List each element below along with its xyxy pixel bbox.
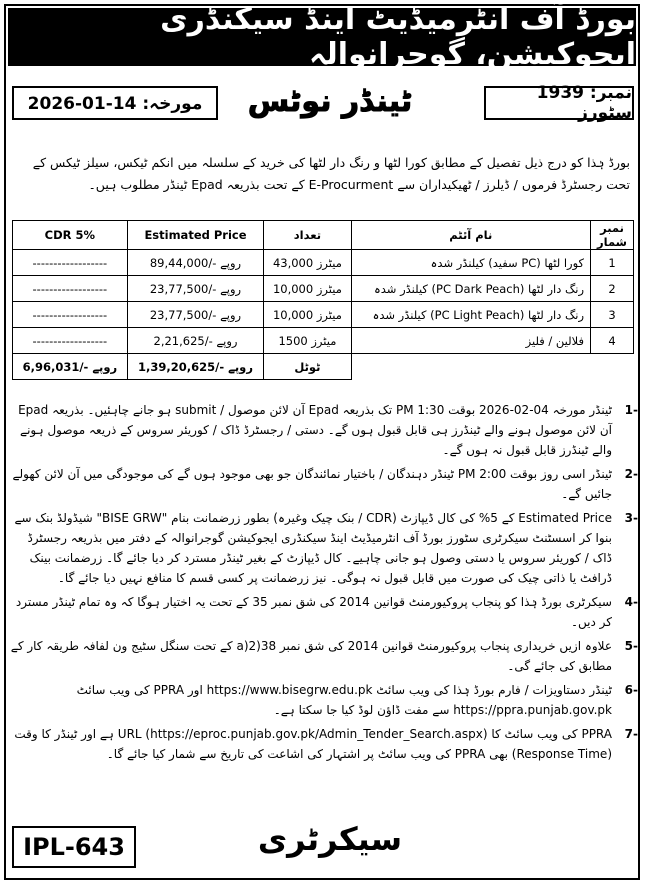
- row-price: 2,21,625/- روپے: [127, 328, 263, 354]
- term-number: -3: [624, 511, 638, 525]
- notice-date: مورخہ: 14-01-2026: [12, 86, 218, 120]
- table-row: [13, 250, 634, 276]
- empty-cell: [591, 354, 634, 380]
- row-item: فلالین / فلیز: [351, 328, 590, 354]
- row-price: 89,44,000/- روپے: [127, 250, 263, 276]
- header-no: نمبر شمار: [591, 221, 634, 250]
- secretary-signature: سیکرٹری: [257, 820, 403, 858]
- row-cdr: ------------------: [13, 250, 128, 276]
- term-number: -6: [624, 683, 638, 697]
- total-price: 1,39,20,625/- روپے: [127, 354, 263, 380]
- row-cdr: ------------------: [13, 328, 128, 354]
- row-qty: 10,000 میٹرز: [264, 302, 351, 328]
- total-cdr: 6,96,031/- روپے: [13, 354, 128, 380]
- term-number: -4: [624, 595, 638, 609]
- term-text: علاوہ ازیں خریداری پنجاب پروکیورمنٹ قوانین 2014 کی شق نمبر 38(2(a کے تحت سنگل سٹیج ون لفافہ طریقہ کار کے مطابق کی جائے گی۔: [10, 639, 612, 673]
- term-text: ٹینڈر مورخہ 04-02-2026 بوقت 1:30 PM تک بذریعہ Epad آن لائن موصول / submit ہو جانے چاہئیں۔ بذریعہ Epad آن لائن موصول ہونے والے ٹینڈرز ہی قابل قبول ہوں گے۔ دستی / رجسٹرڈ ڈاک / کوریئر سروس کے ذریعہ موصول ہونے والے ٹینڈرز قابل قبول نہ ہوں گے۔: [18, 403, 612, 457]
- row-item: رنگ دار لٹھا (PC Dark Peach) کیلنڈر شدہ: [351, 276, 590, 302]
- term-text: Estimated Price کے 5% کی کال ڈیپازٹ (CDR / بنک چیک وغیرہ) بطور زرضمانت بنام "BISE GRW" شیڈولڈ بنک سے بنوا کر اسسٹنٹ سیکرٹری سٹورز بورڈ آف انٹرمیڈیٹ اینڈ سیکنڈری ایجوکیشن گوجرانوالہ کے دفتر میں بذریعہ رجسٹرڈ ڈاک / کوریئر سروس یا دستی وصول ہو جانی چاہیے۔ کال ڈیپازٹ کے بغیر ٹینڈر مسترد کر دیا جائے گا۔ زرضمانت بینک ڈرافٹ یا ذاتی چیک کی صورت میں قابل قبول نہ ہوگی۔ نیز زرضمانت پر کسی قسم کا منافع نہیں دیا جائے گا۔: [14, 511, 612, 585]
- term-number: -1: [624, 403, 638, 417]
- terms-list: [10, 400, 638, 768]
- term-text: ٹینڈر اسی روز بوقت 2:00 PM ٹینڈر دہندگان / باختیار نمائندگان جو بھی موجود ہوں گے کی موجودگی میں آن لائن کھولے جائیں گے۔: [12, 467, 612, 501]
- term-item: [10, 724, 638, 764]
- row-qty: 10,000 میٹرز: [264, 276, 351, 302]
- header-price: Estimated Price: [127, 221, 263, 250]
- row-cdr: ------------------: [13, 276, 128, 302]
- term-item: [10, 592, 638, 632]
- row-no: 2: [591, 276, 634, 302]
- row-item: کورا لٹھا (PC سفید) کیلنڈر شدہ: [351, 250, 590, 276]
- term-text: PPRA کی ویب سائٹ کا URL (https://eproc.punjab.gov.pk/Admin_Tender_Search.aspx) ہے اور ٹینڈر کا وقت (Response Time) بھی PPRA کی ویب سائٹ پر اشتہار کی اشاعت کی تاریخ سے شمار کیا جائے گا۔: [14, 727, 612, 761]
- empty-cell: [351, 354, 590, 380]
- intro-paragraph: بورڈ ہٰذا کو درج ذیل تفصیل کے مطابق کورا لٹھا و رنگ دار لٹھا کی خرید کے سلسلہ میں انکم ٹیکس، سیلز ٹیکس کے تحت رجسٹرڈ فرموں / ڈیلرز / ٹھیکیداران سے E-Procurment کے تحت بذریعہ Epad ٹینڈر مطلوب ہیں۔: [32, 155, 630, 192]
- row-no: 4: [591, 328, 634, 354]
- row-item: رنگ دار لٹھا (PC Light Peach) کیلنڈر شدہ: [351, 302, 590, 328]
- tender-items-table: [12, 220, 634, 380]
- table-row: [13, 276, 634, 302]
- row-cdr: ------------------: [13, 302, 128, 328]
- row-price: 23,77,500/- روپے: [127, 276, 263, 302]
- table-row: [13, 328, 634, 354]
- row-no: 1: [591, 250, 634, 276]
- term-number: -7: [624, 727, 638, 741]
- row-qty: 43,000 میٹرز: [264, 250, 351, 276]
- row-price: 23,77,500/- روپے: [127, 302, 263, 328]
- term-number: -5: [624, 639, 638, 653]
- table-header-row: [13, 221, 634, 250]
- term-item: [10, 464, 638, 504]
- header-cdr: CDR 5%: [13, 221, 128, 250]
- row-qty: 1500 میٹرز: [264, 328, 351, 354]
- table-row: [13, 302, 634, 328]
- term-text: ٹینڈر دستاویزات / فارم بورڈ ہٰذا کی ویب سائٹ https://www.bisegrw.edu.pk اور PPRA کی ویب سائٹ https://ppra.punjab.gov.pk سے مفت ڈاؤن لوڈ کیا جا سکتا ہے۔: [76, 683, 612, 717]
- page-title: ٹینڈر نوٹس: [247, 84, 413, 119]
- term-text: سیکرٹری بورڈ ہٰذا کو پنجاب پروکیورمنٹ قوانین 2014 کی شق نمبر 35 کے تحت یہ اختیار ہوگا کہ وہ تمام ٹینڈر مسترد کر دیں۔: [15, 595, 612, 629]
- term-item: [10, 400, 638, 460]
- term-item: [10, 680, 638, 720]
- term-number: -2: [624, 467, 638, 481]
- term-item: [10, 508, 638, 588]
- header-item: نام آئٹم: [351, 221, 590, 250]
- board-name-banner: بورڈ آف انٹرمیڈیٹ اینڈ سیکنڈری ایجوکیشن، گوجرانوالہ: [8, 8, 636, 66]
- term-item: [10, 636, 638, 676]
- row-no: 3: [591, 302, 634, 328]
- header-qty: تعداد: [264, 221, 351, 250]
- ipl-number-box: IPL-643: [12, 826, 136, 868]
- notice-number: نمبر: 1939 سٹورز: [484, 86, 634, 120]
- total-label: ٹوٹل: [264, 354, 351, 380]
- table-total-row: [13, 354, 634, 380]
